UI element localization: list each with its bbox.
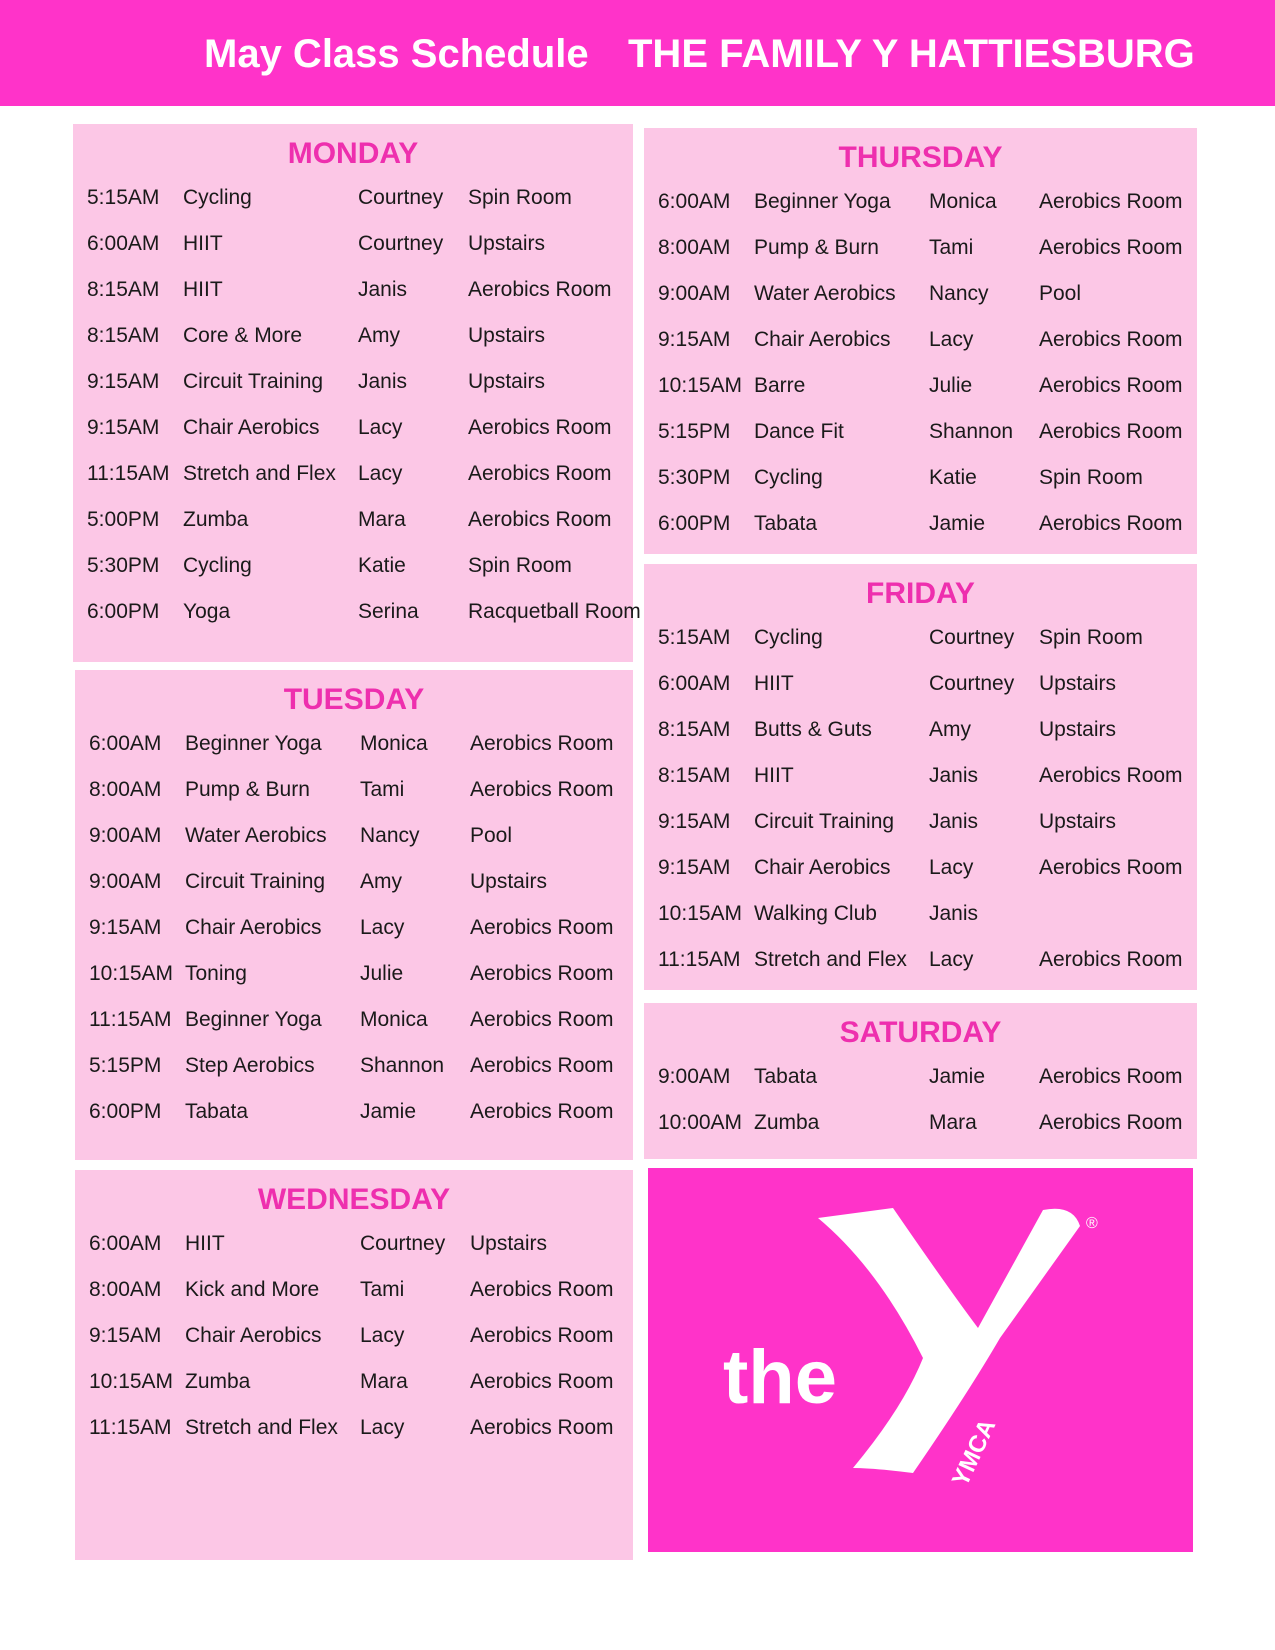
class-row (644, 900, 1197, 946)
instructor-name: Janis (358, 370, 408, 393)
class-name: Stretch and Flex (185, 1416, 338, 1439)
class-time: 6:00PM (89, 1100, 162, 1123)
class-location: Aerobics Room (1039, 512, 1183, 535)
instructor-name: Nancy (929, 282, 989, 305)
instructor-name: Janis (929, 764, 979, 787)
day-heading: THURSDAY (838, 141, 1003, 174)
instructor-name: Janis (358, 278, 408, 301)
class-name: Beginner Yoga (185, 732, 322, 755)
class-location: Aerobics Room (1039, 328, 1183, 351)
instructor-name: Julie (360, 962, 404, 985)
instructor-name: Mara (360, 1370, 408, 1393)
class-time: 11:15AM (89, 1008, 172, 1031)
class-list (75, 730, 633, 1144)
class-name: Cycling (183, 186, 252, 209)
class-time: 6:00PM (658, 512, 731, 535)
class-row (73, 506, 633, 552)
class-location: Aerobics Room (470, 916, 614, 939)
class-location: Aerobics Room (468, 416, 612, 439)
instructor-name: Janis (929, 902, 979, 925)
instructor-name: Lacy (929, 948, 974, 971)
instructor-name: Janis (929, 810, 979, 833)
class-location: Pool (470, 824, 513, 847)
class-row (73, 552, 633, 598)
class-row (75, 914, 633, 960)
class-list (644, 188, 1197, 556)
class-row (644, 670, 1197, 716)
class-time: 6:00PM (87, 600, 160, 623)
class-row (644, 326, 1197, 372)
instructor-name: Lacy (360, 1324, 405, 1347)
class-location: Aerobics Room (470, 1278, 614, 1301)
class-name: Barre (754, 374, 806, 397)
class-name: Kick and More (185, 1278, 320, 1301)
tuesday-panel (75, 670, 633, 1160)
class-time: 8:00AM (89, 1278, 162, 1301)
class-row (73, 184, 633, 230)
class-time: 9:15AM (89, 1324, 162, 1347)
class-name: Water Aerobics (185, 824, 327, 847)
page-header (0, 0, 1275, 106)
class-location: Upstairs (1039, 718, 1117, 741)
instructor-name: Amy (360, 870, 402, 893)
class-row (644, 1063, 1197, 1109)
instructor-name: Tami (360, 778, 405, 801)
day-heading: SATURDAY (839, 1016, 1002, 1049)
instructor-name: Jamie (929, 512, 986, 535)
class-location: Aerobics Room (470, 1416, 614, 1439)
instructor-name: Courtney (358, 232, 444, 255)
class-row (75, 1006, 633, 1052)
instructor-name: Shannon (929, 420, 1014, 443)
class-location: Upstairs (470, 1232, 548, 1255)
class-row (73, 414, 633, 460)
class-row (644, 624, 1197, 670)
class-row (75, 1276, 633, 1322)
class-name: Toning (185, 962, 247, 985)
class-row (644, 854, 1197, 900)
class-row (73, 322, 633, 368)
branch-name: THE FAMILY Y HATTIESBURG (628, 32, 1195, 76)
class-name: HIIT (185, 1232, 225, 1255)
class-time: 5:00PM (87, 508, 160, 531)
instructor-name: Monica (360, 1008, 428, 1031)
class-name: Zumba (185, 1370, 251, 1393)
day-heading: WEDNESDAY (257, 1183, 451, 1216)
class-row (644, 418, 1197, 464)
class-location: Aerobics Room (470, 962, 614, 985)
instructor-name: Amy (929, 718, 971, 741)
class-location: Aerobics Room (470, 1008, 614, 1031)
class-name: Tabata (185, 1100, 249, 1123)
registered-mark: ® (1086, 1215, 1098, 1232)
instructor-name: Lacy (360, 1416, 405, 1439)
class-time: 9:00AM (89, 824, 162, 847)
class-row (75, 1052, 633, 1098)
class-location: Spin Room (468, 554, 572, 577)
class-location: Upstairs (1039, 672, 1117, 695)
class-time: 5:30PM (658, 466, 731, 489)
class-name: Water Aerobics (754, 282, 896, 305)
class-name: Zumba (754, 1111, 820, 1134)
monday-panel (73, 124, 641, 662)
class-name: HIIT (183, 278, 223, 301)
class-name: Yoga (183, 600, 231, 623)
class-list (75, 1230, 633, 1460)
instructor-name: Serina (358, 600, 419, 623)
class-name: Core & More (183, 324, 303, 347)
instructor-name: Mara (358, 508, 406, 531)
schedule-title: May Class Schedule (204, 32, 589, 76)
instructor-name: Julie (929, 374, 973, 397)
class-time: 5:15PM (658, 420, 731, 443)
class-name: Stretch and Flex (183, 462, 336, 485)
class-row (644, 188, 1197, 234)
class-location: Upstairs (468, 324, 546, 347)
class-location: Aerobics Room (470, 1054, 614, 1077)
class-time: 5:15AM (658, 626, 731, 649)
day-heading: FRIDAY (866, 577, 975, 610)
class-location: Aerobics Room (1039, 374, 1183, 397)
class-location: Aerobics Room (470, 1370, 614, 1393)
class-time: 10:15AM (658, 902, 743, 925)
class-time: 11:15AM (89, 1416, 172, 1439)
class-time: 9:00AM (89, 870, 162, 893)
class-location: Aerobics Room (1039, 856, 1183, 879)
class-row (75, 1368, 633, 1414)
class-name: Circuit Training (185, 870, 326, 893)
class-location: Aerobics Room (470, 1324, 614, 1347)
logo-ymca-text: YMCA (946, 1415, 1002, 1491)
class-row (644, 234, 1197, 280)
class-name: Beginner Yoga (754, 190, 891, 213)
ymca-logo (648, 1168, 1193, 1552)
class-name: Stretch and Flex (754, 948, 907, 971)
class-time: 9:00AM (658, 282, 731, 305)
instructor-name: Monica (360, 732, 428, 755)
class-row (73, 598, 641, 644)
class-row (73, 368, 633, 414)
class-row (75, 1414, 633, 1460)
class-time: 9:15AM (658, 856, 731, 879)
class-row (75, 960, 633, 1006)
logo-wordmark: the (723, 1335, 837, 1420)
class-location: Upstairs (468, 370, 546, 393)
class-time: 8:15AM (87, 324, 160, 347)
class-location: Aerobics Room (468, 462, 612, 485)
class-location: Aerobics Room (468, 508, 612, 531)
class-time: 9:15AM (89, 916, 162, 939)
thursday-panel (644, 128, 1197, 554)
wednesday-panel (75, 1170, 633, 1560)
class-time: 5:30PM (87, 554, 160, 577)
class-row (73, 460, 633, 506)
class-name: Tabata (754, 1065, 818, 1088)
class-time: 8:00AM (658, 236, 731, 259)
class-row (644, 1109, 1197, 1155)
class-name: Chair Aerobics (185, 916, 322, 939)
class-name: Pump & Burn (185, 778, 310, 801)
class-location: Aerobics Room (468, 278, 612, 301)
class-row (75, 1098, 633, 1144)
instructor-name: Lacy (360, 916, 405, 939)
instructor-name: Courtney (358, 186, 444, 209)
class-location: Aerobics Room (1039, 1065, 1183, 1088)
class-row (644, 464, 1197, 510)
class-time: 11:15AM (658, 948, 741, 971)
class-name: HIIT (754, 764, 794, 787)
class-location: Spin Room (1039, 626, 1143, 649)
class-name: Step Aerobics (185, 1054, 315, 1077)
class-name: Beginner Yoga (185, 1008, 322, 1031)
class-row (644, 510, 1197, 556)
instructor-name: Nancy (360, 824, 420, 847)
class-list (644, 624, 1197, 992)
class-row (644, 372, 1197, 418)
instructor-name: Lacy (929, 856, 974, 879)
class-name: HIIT (754, 672, 794, 695)
class-location: Aerobics Room (1039, 420, 1183, 443)
class-row (75, 776, 633, 822)
ymca-logo-graphic (648, 1168, 1193, 1552)
class-row (75, 1322, 633, 1368)
class-location: Aerobics Room (1039, 190, 1183, 213)
class-list (644, 1063, 1197, 1155)
instructor-name: Lacy (929, 328, 974, 351)
class-time: 11:15AM (87, 462, 170, 485)
class-name: Cycling (754, 466, 823, 489)
class-row (75, 868, 633, 914)
class-name: Cycling (754, 626, 823, 649)
class-name: Pump & Burn (754, 236, 879, 259)
class-name: Dance Fit (754, 420, 844, 443)
class-location: Aerobics Room (470, 1100, 614, 1123)
class-name: Tabata (754, 512, 818, 535)
class-row (73, 230, 633, 276)
class-time: 10:00AM (658, 1111, 743, 1134)
class-time: 6:00AM (89, 1232, 162, 1255)
class-row (644, 762, 1197, 808)
class-row (75, 822, 633, 868)
class-time: 9:15AM (658, 810, 731, 833)
class-name: HIIT (183, 232, 223, 255)
class-name: Circuit Training (754, 810, 895, 833)
class-row (73, 276, 633, 322)
instructor-name: Katie (358, 554, 406, 577)
instructor-name: Tami (360, 1278, 405, 1301)
class-row (644, 716, 1197, 762)
class-name: Zumba (183, 508, 249, 531)
instructor-name: Jamie (360, 1100, 417, 1123)
class-row (644, 808, 1197, 854)
class-time: 6:00AM (658, 190, 731, 213)
class-time: 9:15AM (87, 370, 160, 393)
class-time: 6:00AM (658, 672, 731, 695)
class-time: 10:15AM (658, 374, 743, 397)
class-time: 5:15PM (89, 1054, 162, 1077)
class-location: Pool (1039, 282, 1082, 305)
class-location: Aerobics Room (1039, 236, 1183, 259)
class-time: 8:15AM (658, 718, 731, 741)
class-row (75, 1230, 633, 1276)
class-name: Walking Club (754, 902, 877, 925)
instructor-name: Courtney (929, 626, 1015, 649)
instructor-name: Jamie (929, 1065, 986, 1088)
instructor-name: Shannon (360, 1054, 445, 1077)
class-name: Cycling (183, 554, 252, 577)
class-location: Racquetball Room (468, 600, 641, 623)
class-name: Chair Aerobics (754, 328, 891, 351)
class-name: Chair Aerobics (185, 1324, 322, 1347)
class-location: Aerobics Room (1039, 764, 1183, 787)
instructor-name: Amy (358, 324, 400, 347)
class-row (75, 730, 633, 776)
class-time: 10:15AM (89, 1370, 174, 1393)
class-row (644, 280, 1197, 326)
class-name: Butts & Guts (754, 718, 872, 741)
class-name: Circuit Training (183, 370, 324, 393)
class-location: Aerobics Room (1039, 1111, 1183, 1134)
friday-panel (644, 564, 1197, 990)
class-name: Chair Aerobics (754, 856, 891, 879)
day-heading: TUESDAY (283, 683, 425, 716)
class-time: 10:15AM (89, 962, 174, 985)
class-location: Upstairs (470, 870, 548, 893)
class-location: Aerobics Room (470, 732, 614, 755)
class-location: Spin Room (1039, 466, 1143, 489)
class-location: Upstairs (468, 232, 546, 255)
instructor-name: Mara (929, 1111, 977, 1134)
class-time: 8:15AM (87, 278, 160, 301)
class-location: Aerobics Room (1039, 948, 1183, 971)
class-time: 8:00AM (89, 778, 162, 801)
instructor-name: Lacy (358, 416, 403, 439)
instructor-name: Tami (929, 236, 974, 259)
saturday-panel (644, 1003, 1197, 1159)
class-name: Chair Aerobics (183, 416, 320, 439)
class-time: 9:00AM (658, 1065, 731, 1088)
instructor-name: Katie (929, 466, 977, 489)
instructor-name: Courtney (360, 1232, 446, 1255)
class-time: 5:15AM (87, 186, 160, 209)
day-heading: MONDAY (287, 137, 419, 170)
class-location: Spin Room (468, 186, 572, 209)
class-list (73, 184, 641, 644)
class-time: 6:00AM (87, 232, 160, 255)
class-time: 6:00AM (89, 732, 162, 755)
class-location: Aerobics Room (470, 778, 614, 801)
instructor-name: Lacy (358, 462, 403, 485)
class-row (644, 946, 1197, 992)
class-location: Upstairs (1039, 810, 1117, 833)
instructor-name: Monica (929, 190, 997, 213)
class-time: 8:15AM (658, 764, 731, 787)
class-time: 9:15AM (87, 416, 160, 439)
class-time: 9:15AM (658, 328, 731, 351)
instructor-name: Courtney (929, 672, 1015, 695)
y-mark-icon (818, 1208, 1080, 1473)
